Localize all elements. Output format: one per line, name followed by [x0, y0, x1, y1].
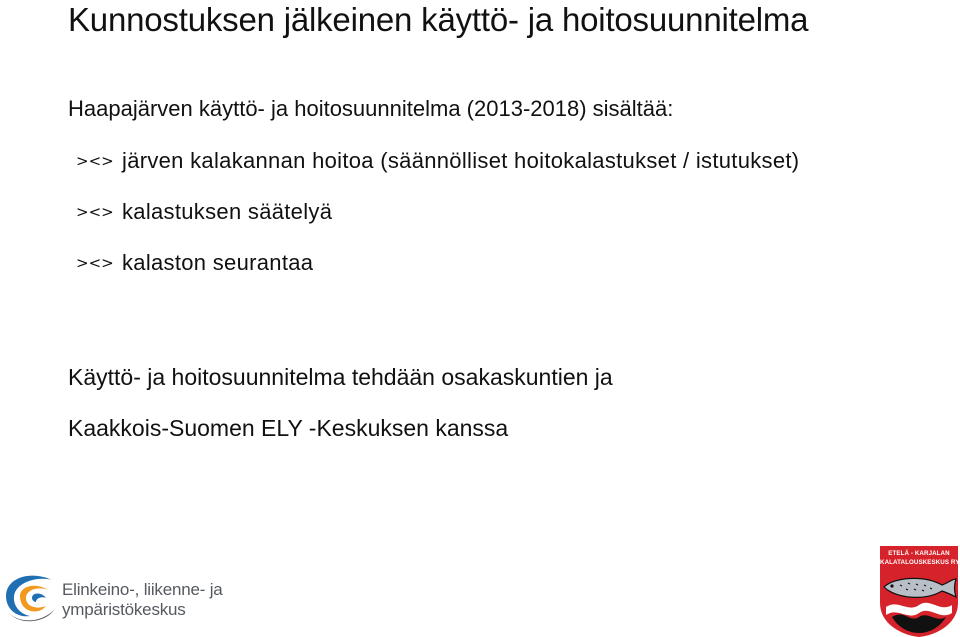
- summary-line-2: Kaakkois-Suomen ELY -Keskuksen kanssa: [68, 415, 509, 441]
- fish-bullet-icon: ><>: [76, 254, 114, 272]
- ely-logo-line-2: ympäristökeskus: [62, 600, 186, 619]
- bullet-text: kalaston seurantaa: [122, 250, 314, 275]
- ely-emblem-icon: [2, 566, 58, 626]
- ely-centre-logo: [0, 560, 230, 630]
- fishery-logo-header: [880, 546, 958, 573]
- ely-logo-text: [62, 580, 223, 620]
- bullet-text: kalastuksen säätelyä: [122, 199, 333, 224]
- fish-bullet-icon: ><>: [76, 152, 114, 170]
- summary-line-1: Käyttö- ja hoitosuunnitelma tehdään osakaskuntien ja: [68, 364, 613, 390]
- intro-text: Haapajärven käyttö- ja hoitosuunnitelma (2013-2018) sisältää:: [68, 96, 674, 121]
- slide-title: Kunnostuksen jälkeinen käyttö- ja hoitosuunnitelma: [68, 1, 809, 38]
- fishery-logo-line-2: KALATALOUSKESKUS RY: [880, 559, 960, 566]
- fish-bullet-icon: ><>: [76, 203, 114, 221]
- ely-logo-line-1: Elinkeino-, liikenne- ja: [62, 580, 223, 599]
- bullet-list: [76, 146, 799, 299]
- fishery-centre-logo: [880, 546, 958, 637]
- bullet-text: järven kalakannan hoitoa (säännölliset hoitokalastukset / istutukset): [122, 148, 800, 173]
- list-item: [76, 248, 799, 299]
- summary-paragraph: [68, 352, 613, 454]
- fishery-logo-line-1: ETELÄ - KARJALAN: [888, 550, 950, 557]
- list-item: [76, 146, 799, 197]
- fish-shield-icon: [880, 573, 958, 637]
- list-item: [76, 197, 799, 248]
